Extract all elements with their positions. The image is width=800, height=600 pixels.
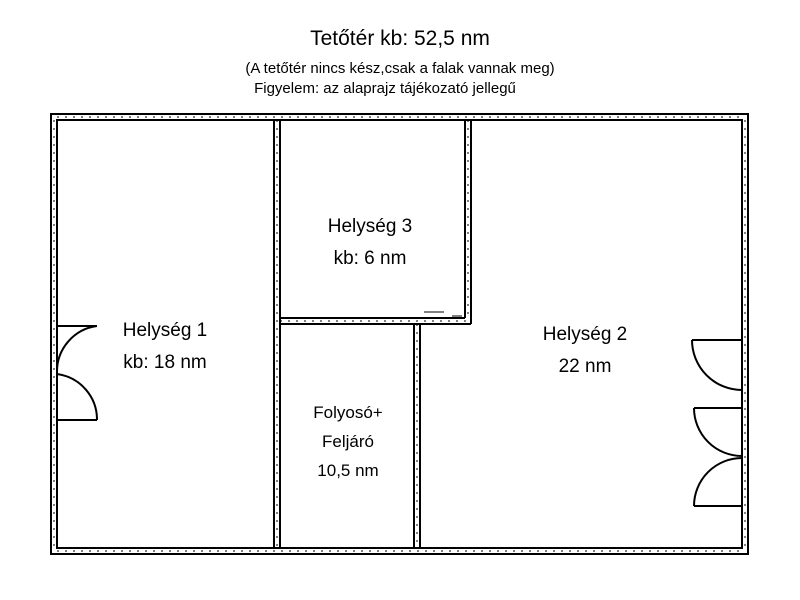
room-name: Helység 3: [327, 216, 413, 237]
wall-corridor-room2: [414, 324, 420, 548]
room-name: Helység 1: [122, 320, 208, 341]
wall-room3-room2: [465, 120, 471, 324]
plan-title: Tetőtér kb: 52,5 nm: [310, 27, 490, 50]
wall-room1-middle: [274, 120, 280, 548]
plan-note: Figyelem: az alaprajz tájékozató jellegű: [254, 80, 516, 97]
door-icon: [692, 340, 742, 506]
wall-room3-corridor: [280, 318, 471, 324]
room-name: Folyosó+: [313, 403, 383, 422]
door-openings: [424, 312, 462, 316]
room-helyseg-3: [285, 211, 455, 275]
room-subname: Feljáró: [322, 432, 374, 451]
room-area: 22 nm: [558, 356, 612, 377]
room-helyseg-2: [490, 319, 680, 383]
room-name: Helység 2: [542, 324, 628, 345]
room-folyoso: [284, 398, 412, 485]
plan-subtitle: (A tetőtér nincs kész,csak a falak vannak meg): [245, 60, 555, 77]
room-area: kb: 6 nm: [333, 248, 407, 269]
room-area: 10,5 nm: [317, 461, 379, 480]
room-helyseg-1: [70, 315, 260, 379]
room-area: kb: 18 nm: [123, 352, 207, 373]
